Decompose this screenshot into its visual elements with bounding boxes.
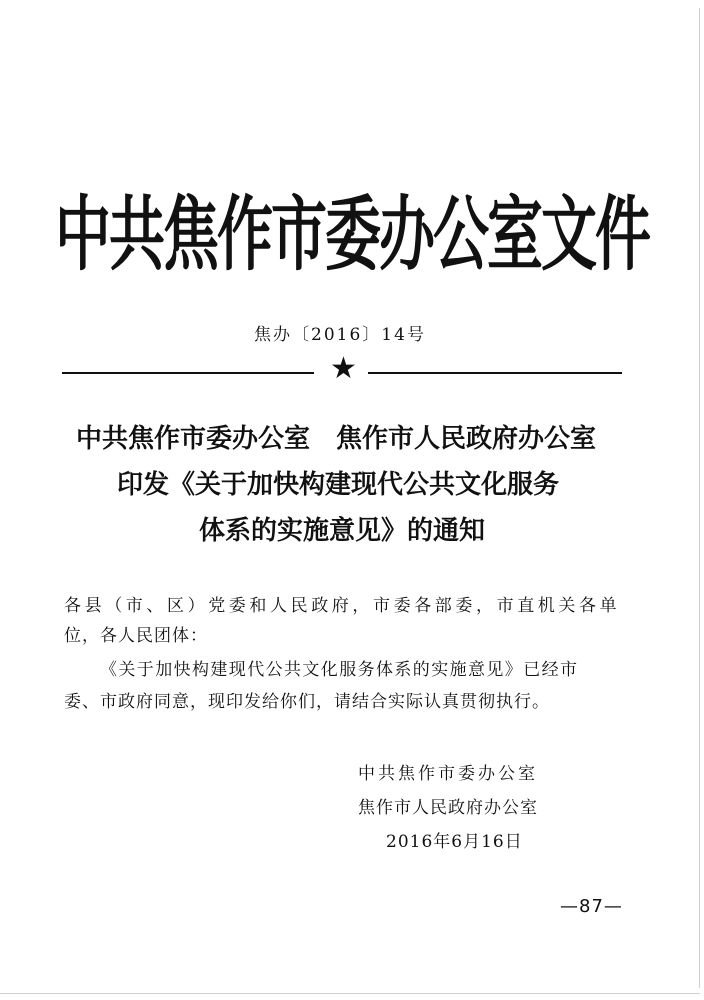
- header-divider: [62, 351, 622, 390]
- page-number: —87—: [560, 896, 623, 917]
- signature-date: 2016年6月16日: [386, 832, 523, 852]
- content-line1: 《关于加快构建现代公共文化服务体系的实施意见》已经市: [100, 660, 579, 680]
- notice-title-line1: 中共焦作市委办公室 焦作市人民政府办公室: [75, 424, 596, 454]
- signature-org2: 焦作市人民政府办公室: [358, 798, 538, 818]
- page-border-right: [699, 8, 700, 988]
- document-number: 焦办〔2016〕14号: [254, 325, 426, 345]
- notice-title-line3: 体系的实施意见》的通知: [198, 516, 485, 546]
- page-border-bottom: [0, 993, 700, 994]
- signature-org1: 中共焦作市委办公室: [358, 764, 538, 784]
- addressee-line2: 位，各人民团体：: [64, 626, 208, 646]
- divider-line-right: [368, 372, 622, 374]
- notice-title-line2: 印发《关于加快构建现代公共文化服务: [116, 470, 559, 500]
- divider-line-left: [62, 372, 314, 374]
- addressee-line1: 各县（市、区）党委和人民政府，市委各部委，市直机关各单: [64, 596, 621, 616]
- star-icon: ★: [330, 351, 357, 386]
- document-header-title: 中共焦作市委办公室文件: [55, 188, 649, 283]
- content-line2: 委、市政府同意，现印发给你们，请结合实际认真贯彻执行。: [64, 692, 550, 712]
